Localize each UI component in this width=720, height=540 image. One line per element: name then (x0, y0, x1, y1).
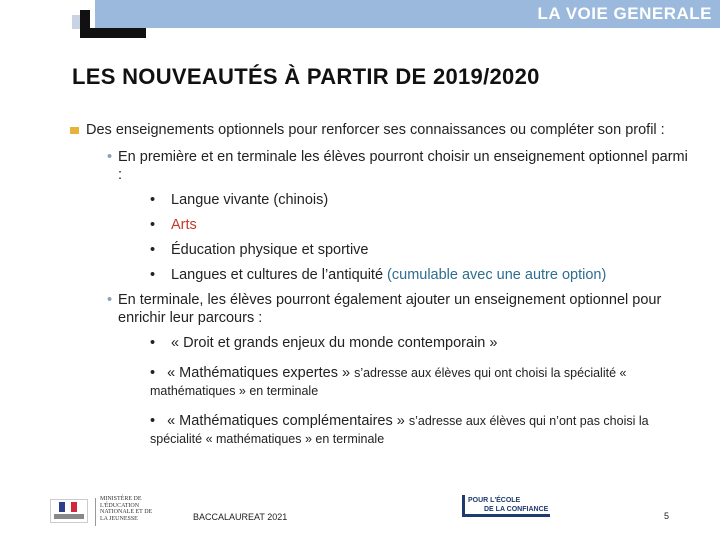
footer-title: BACCALAUREAT 2021 (193, 512, 288, 522)
list-item (70, 334, 690, 352)
dot-bullet-icon: • (150, 217, 156, 233)
option-text: « Mathématiques complémentaires » (167, 413, 409, 429)
option-text: « Droit et grands enjeux du monde contemporain » (171, 335, 498, 351)
option-note: s’adresse aux élèves qui n’ont pas choisi la spécialité « mathématiques » en terminale (150, 414, 649, 446)
section1-text: En première et en terminale les élèves pourront choisir un enseignement optionnel parmi : (118, 149, 688, 183)
option-text: Éducation physique et sportive (171, 242, 369, 258)
page-number: 5 (664, 511, 670, 521)
section2-text: En terminale, les élèves pourront également ajouter un enseignement optionnel pour enrichir leur parcours : (118, 292, 662, 326)
option-text: Arts (171, 217, 197, 233)
option-text: Langue vivante (chinois) (171, 192, 329, 208)
logo-line1: POUR L'ÉCOLE (468, 497, 521, 504)
marianne-icon (50, 499, 88, 523)
section1-bullet (70, 148, 690, 184)
dot-bullet-icon: • (150, 365, 156, 381)
decor-square (72, 15, 80, 29)
square-bullet-icon (70, 127, 79, 134)
intro-text: Des enseignements optionnels pour renforcer ses connaissances ou compléter son profil : (86, 122, 665, 138)
decor-bracket-horizontal (80, 28, 146, 38)
dot-bullet-icon: • (150, 267, 156, 283)
section2-bullet (70, 291, 690, 327)
list-item (70, 364, 690, 400)
dot-bullet-icon: • (150, 413, 156, 429)
page-title: LES NOUVEAUTÉS À PARTIR DE 2019/2020 (72, 64, 540, 89)
list-item (70, 241, 690, 259)
dot-bullet-icon: • (150, 192, 156, 208)
banner-title: LA VOIE GENERALE (537, 4, 712, 23)
ministry-name: MINISTÈRE DE L'ÉDUCATION NATIONALE ET DE LA JEUNESSE (100, 496, 153, 522)
option-note: s’adresse aux élèves qui ont choisi la spécialité « mathématiques » en terminale (150, 366, 627, 398)
ecole-confiance-logo (462, 495, 552, 525)
header-banner (95, 0, 720, 28)
intro-bullet (70, 121, 690, 139)
option-text: « Mathématiques expertes » (167, 365, 355, 381)
dot-bullet-icon: • (150, 242, 156, 258)
list-item (70, 412, 690, 448)
logo-line2: DE LA CONFIANCE (484, 506, 549, 513)
option-note: (cumulable avec une autre option) (387, 267, 607, 283)
ministry-logo (45, 496, 153, 526)
list-item (70, 191, 690, 209)
list-item (70, 266, 690, 284)
dot-bullet-icon: • (150, 335, 156, 351)
dot-bullet-icon: • (107, 149, 113, 165)
dot-bullet-icon: • (107, 292, 113, 308)
option-text: Langues et cultures de l’antiquité (171, 267, 388, 283)
list-item (70, 216, 690, 234)
slide-content (70, 121, 690, 448)
